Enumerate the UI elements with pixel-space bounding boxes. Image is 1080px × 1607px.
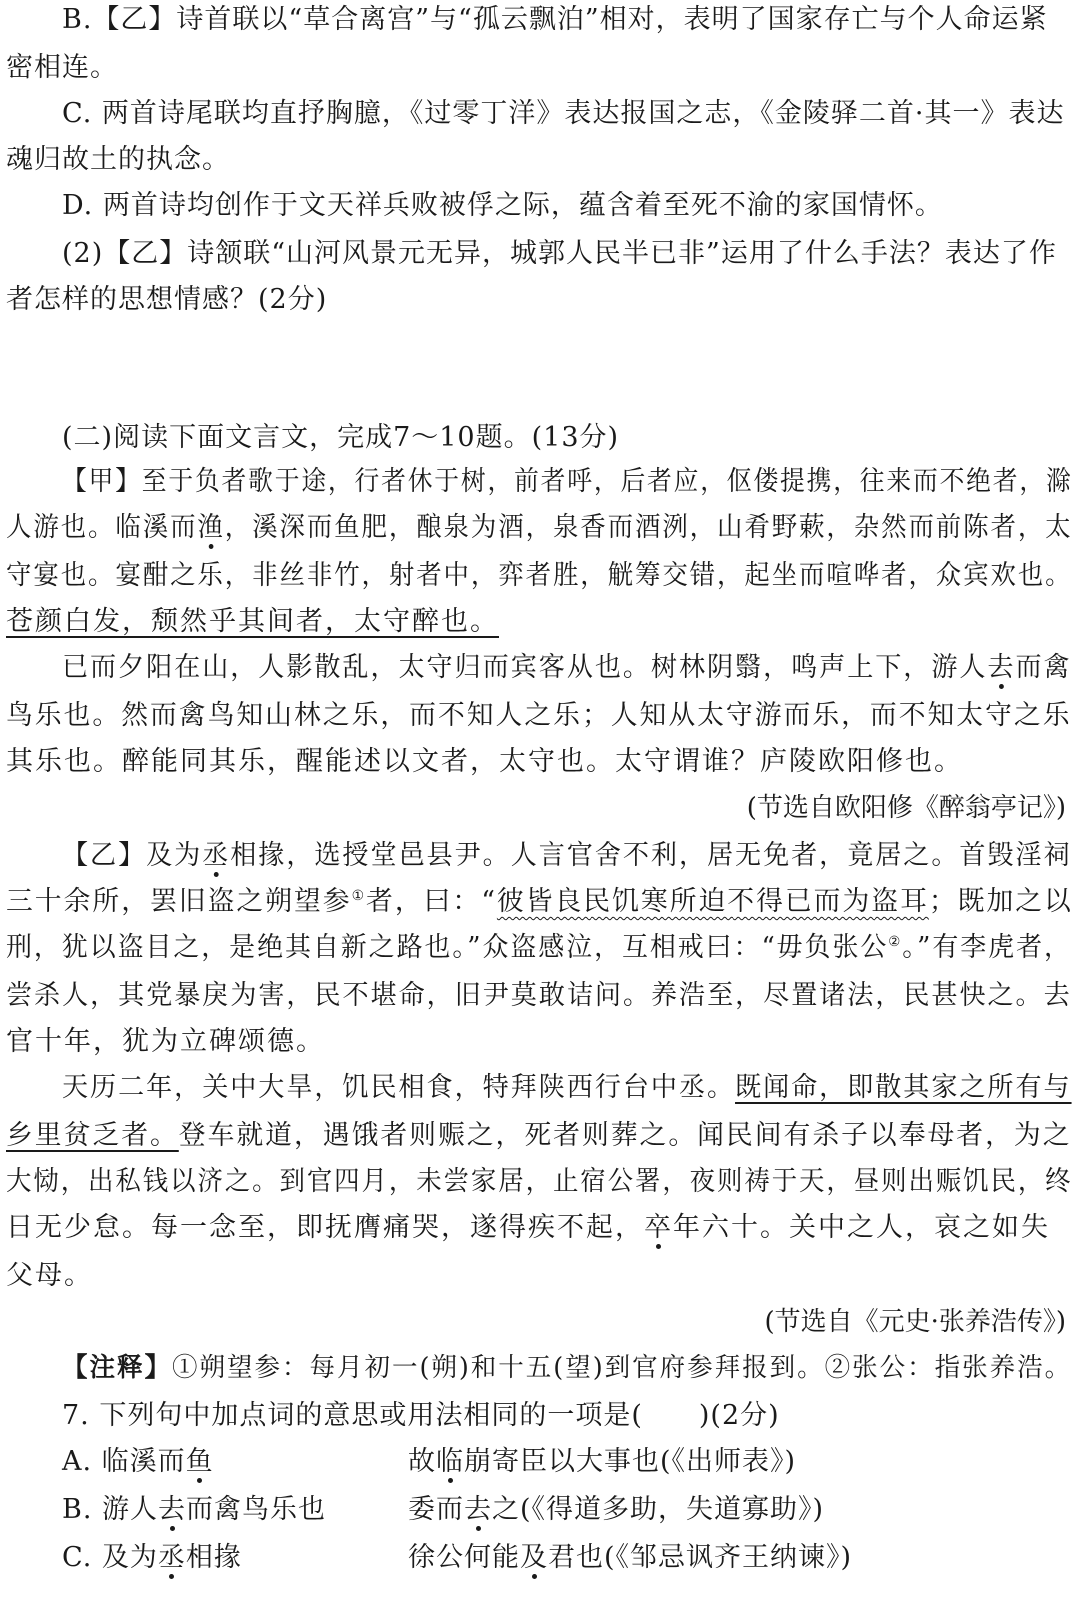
yi-p2-line1	[62, 1070, 1072, 1106]
text-segment: 日无少怠。每一念至，即抚膺痛哭，遂得疾不起，	[6, 1212, 644, 1243]
underlined-sentence: 既闻命，即散其家之所有与	[735, 1072, 1072, 1103]
text-segment: 已而夕阳在山，人影散乱，太守归而宾客从也。树林阴翳，鸣声上下，游人	[62, 652, 988, 683]
dotted-word: 鱼	[185, 1446, 214, 1477]
text-segment: 而禽鸟乐也	[186, 1494, 327, 1525]
yi-p1-line4: 尝杀人，其党暴戾为害，民不堪命，旧尹莫敢诘问。养浩至，尽置诸法，民甚快之。去	[6, 980, 1072, 1011]
jia-p1-line4-underlined: 苍颜白发，颓然乎其间者，太守醉也。	[6, 606, 499, 637]
jia-p1-line1: 【甲】至于负者歌于途，行者休于树，前者呼，后者应，伛偻提携，往来而不绝者，滁	[62, 466, 1073, 497]
text-segment: 之(《得道多助，失道寡助》)	[492, 1494, 825, 1525]
option-d-line: D. 两首诗均创作于文天祥兵败被俘之际，蕴含着至死不渝的家国情怀。	[62, 190, 943, 221]
q7-option-c-left	[62, 1540, 242, 1576]
question-7-stem: 7. 下列句中加点词的意思或用法相同的一项是( )(2分)	[62, 1400, 780, 1431]
text-segment: 委而	[408, 1494, 464, 1525]
dotted-word: 去	[158, 1494, 187, 1525]
q7-option-a-left	[62, 1444, 214, 1480]
notes-line	[62, 1350, 1072, 1386]
jia-source: (节选自欧阳修《醉翁亭记》)	[746, 793, 1066, 823]
question-2-line1: (2)【乙】诗颔联“山河风景元无异，城郭人民半已非”运用了什么手法？表达了作	[62, 238, 1057, 269]
text-segment: ，溪深而鱼肥，酿泉为酒，泉香而酒洌，山肴野蔌，杂然而前陈者，太	[224, 512, 1073, 543]
text-segment: 徐公何能	[408, 1542, 520, 1573]
text-segment: C. 及为	[62, 1542, 158, 1573]
text-segment: 故	[408, 1446, 436, 1477]
option-b-line2: 密相连。	[6, 52, 118, 83]
dotted-word: 丞	[202, 840, 231, 871]
yi-p1-line5: 官十年，犹为立碑颂德。	[6, 1026, 325, 1057]
jia-p2-line3: 其乐也。醉能同其乐，醒能述以文者，太守也。太守谓谁？庐陵欧阳修也。	[6, 746, 963, 777]
text-segment: 人游也。临溪而	[6, 512, 198, 543]
underlined-sentence: 乡里贫乏者。	[6, 1120, 179, 1151]
text-segment: 崩寄臣以大事也(《出师表》)	[464, 1446, 797, 1477]
notes-label: 【注释】	[62, 1353, 172, 1383]
text-segment: 天历二年，关中大旱，饥民相食，特拜陕西行台中丞。	[62, 1072, 736, 1103]
dotted-word: 去	[464, 1494, 492, 1525]
jia-p1-line2	[6, 510, 1073, 546]
text-segment: 君也(《邹忌讽齐王纳谏》)	[548, 1542, 853, 1573]
text-segment: A. 临溪而	[62, 1446, 186, 1477]
jia-p1-line3: 守宴也。宴酣之乐，非丝非竹，射者中，弈者胜，觥筹交错，起坐而喧哗者，众宾欢也。	[6, 560, 1073, 591]
yi-p2-line2	[6, 1118, 1071, 1154]
dotted-word: 去	[987, 652, 1016, 683]
footnote-marker: ①	[351, 888, 367, 904]
jia-p2-line1	[62, 650, 1072, 686]
yi-p2-line5: 父母。	[6, 1260, 93, 1291]
text-segment: 相掾，选授堂邑县尹。人言官舍不利，居无免者，竟居之。首毁淫祠	[230, 840, 1072, 871]
notes-text: ①朔望参：每月初一(朔)和十五(望)到官府参拜报到。②张公：指张养浩。	[171, 1353, 1073, 1383]
dotted-word: 丞	[157, 1542, 186, 1573]
text-segment: 。”有李虎者，	[902, 932, 1072, 963]
text-segment: 刑，犹以盗目之，是绝其自新之路也。”众盗感泣，互相戒曰：“毋负张公	[6, 932, 889, 963]
jia-p2-line2: 鸟乐也。然而禽鸟知山林之乐，而不知人之乐；人知从太守游而乐，而不知太守之乐	[6, 700, 1072, 731]
text-segment: 登车就道，遇饿者则赈之，死者则葬之。闻民间有杀子以奉母者，为之	[178, 1120, 1072, 1151]
wavy-underlined-sentence: 彼皆良民饥寒所迫不得已而为盗耳	[496, 886, 929, 917]
yi-p2-line4	[6, 1210, 1050, 1246]
dotted-word: 临	[436, 1446, 464, 1477]
text-segment: 三十余所，罢旧盗之朔望参	[6, 886, 352, 917]
text-segment: 而禽	[1015, 652, 1072, 683]
option-c-line1: C. 两首诗尾联均直抒胸臆，《过零丁洋》表达报国之志，《金陵驿二首·其一》表达	[62, 98, 1065, 129]
question-2-line2: 者怎样的思想情感？(2分)	[6, 284, 328, 315]
option-c-line2: 魂归故土的执念。	[6, 144, 230, 175]
q7-option-a-right	[408, 1444, 796, 1480]
text-segment: B. 游人	[62, 1494, 159, 1525]
footnote-marker: ②	[888, 934, 903, 950]
option-b-line1: B.【乙】诗首联以“草合离宫”与“孤云飘泊”相对，表明了国家存亡与个人命运紧	[62, 4, 1048, 35]
text-segment: 【乙】及为	[62, 840, 203, 871]
q7-option-b-left	[62, 1492, 326, 1528]
section-heading: (二)阅读下面文言文，完成7～10题。(13分)	[62, 422, 620, 453]
yi-source: (节选自《元史·张养浩传》)	[764, 1307, 1066, 1337]
yi-p1-line2	[6, 884, 1073, 920]
yi-p1-line3	[6, 930, 1072, 966]
q7-option-b-right	[408, 1492, 824, 1528]
text-segment: 相掾	[185, 1542, 242, 1573]
yi-p2-line3: 大恸，出私钱以济之。到官四月，未尝家居，止宿公署，夜则祷于天，昼则出赈饥民，终	[6, 1166, 1073, 1197]
text-segment: ；既加之以	[928, 886, 1073, 917]
dotted-word: 及	[520, 1542, 548, 1573]
text-segment: 年六十。关中之人，哀之如失	[673, 1212, 1050, 1243]
text-segment: 者，曰：“	[366, 886, 497, 917]
dotted-word: 卒	[644, 1212, 673, 1243]
dotted-word: 渔	[197, 512, 225, 543]
q7-option-c-right	[408, 1540, 852, 1576]
yi-p1-line1	[62, 838, 1072, 874]
